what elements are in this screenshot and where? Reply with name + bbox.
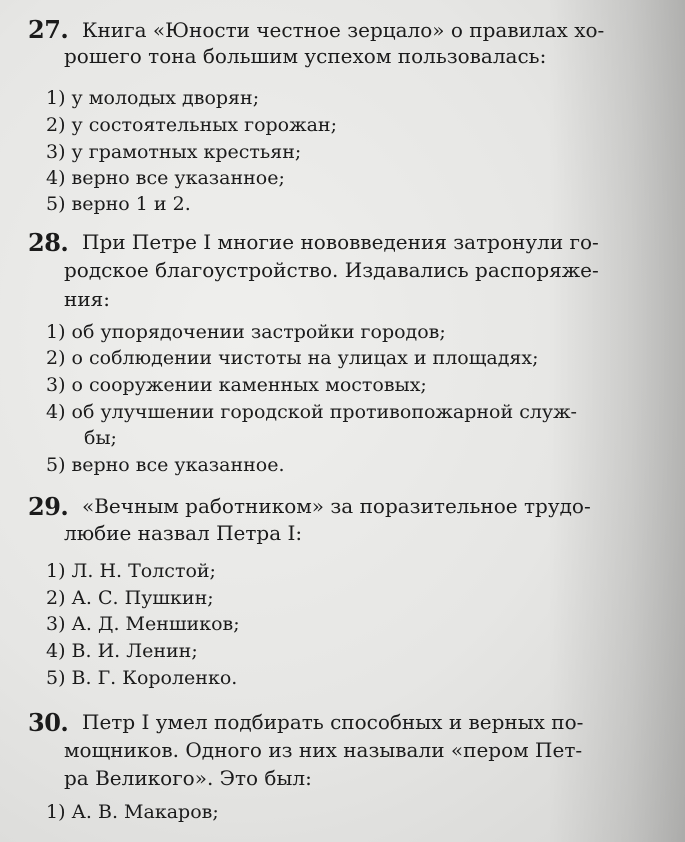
question-text-line: мощников. Одного из них называли «пером Пет-: [64, 738, 583, 762]
answer-option: 1) А. В. Макаров;: [46, 801, 219, 823]
answer-option: 3) А. Д. Меншиков;: [46, 613, 240, 635]
answer-option: 2) о соблюдении чистоты на улицах и площадях;: [46, 347, 539, 369]
question-text-line: рошего тона большим успехом пользовалась:: [64, 44, 547, 68]
answer-option: 4) об улучшении городской противопожарной служ-: [46, 401, 577, 423]
answer-option: 1) Л. Н. Толстой;: [46, 560, 216, 582]
answer-option: 2) у состоятельных горожан;: [46, 114, 337, 136]
answer-option: 5) В. Г. Короленко.: [46, 667, 238, 689]
question-text-line: «Вечным работником» за поразительное трудо-: [82, 494, 591, 518]
answer-option: 1) об упорядочении застройки городов;: [46, 321, 446, 343]
answer-option: 5) верно все указанное.: [46, 454, 285, 476]
question-text-line: При Петре I многие нововведения затронули го-: [82, 230, 599, 254]
answer-option: 3) о сооружении каменных мостовых;: [46, 374, 427, 396]
question-number: 30.: [28, 708, 69, 737]
answer-option: 4) верно все указанное;: [46, 167, 285, 189]
question-text-line: любие назвал Петра I:: [64, 521, 303, 545]
answer-option: 4) В. И. Ленин;: [46, 640, 198, 662]
question-text-line: родское благоустройство. Издавались распоряже-: [64, 258, 599, 282]
answer-option-continuation: бы;: [84, 427, 117, 449]
question-text-line: ния:: [64, 287, 111, 311]
question-number: 29.: [28, 492, 69, 521]
question-text-line: Петр I умел подбирать способных и верных по-: [82, 710, 584, 734]
question-number: 27.: [28, 15, 69, 44]
answer-option: 2) А. С. Пушкин;: [46, 587, 214, 609]
question-text-line: ра Великого». Это был:: [64, 766, 312, 790]
question-number: 28.: [28, 228, 69, 257]
answer-option: 1) у молодых дворян;: [46, 87, 260, 109]
answer-option: 5) верно 1 и 2.: [46, 193, 191, 215]
question-text-line: Книга «Юности честное зерцало» о правилах хо-: [82, 18, 605, 42]
answer-option: 3) у грамотных крестьян;: [46, 141, 302, 163]
